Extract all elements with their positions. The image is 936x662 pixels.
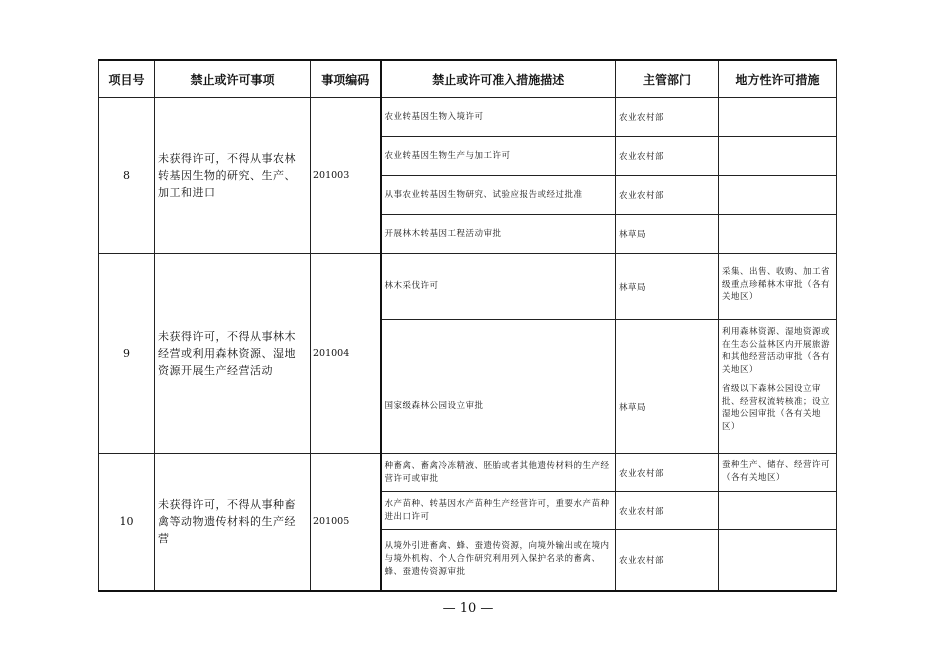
measure-local: 采集、出售、收购、加工省级重点珍稀林木审批（各有关地区）	[719, 254, 837, 320]
measure-description: 国家级森林公园设立审批	[381, 320, 616, 454]
header-code: 事项编码	[311, 60, 381, 98]
measure-description: 从事农业转基因生物研究、试验应报告或经过批准	[381, 176, 616, 215]
table-row	[99, 98, 837, 137]
measure-department: 农业农村部	[616, 454, 719, 492]
measure-description: 水产苗种、转基因水产苗种生产经营许可，重要水产苗种进出口许可	[381, 492, 616, 530]
item-name: 未获得许可，不得从事林木经营或利用森林资源、湿地资源开展生产经营活动	[155, 254, 311, 454]
measure-local: 蚕种生产、储存、经营许可（各有关地区）	[719, 454, 837, 492]
measure-description: 农业转基因生物生产与加工许可	[381, 137, 616, 176]
item-code: 201004	[311, 254, 381, 454]
measure-local	[719, 137, 837, 176]
item-number: 9	[99, 254, 155, 454]
item-name: 未获得许可，不得从事种畜禽等动物遗传材料的生产经营	[155, 454, 311, 591]
measure-department: 农业农村部	[616, 176, 719, 215]
measure-department: 农业农村部	[616, 98, 719, 137]
measure-description: 种畜禽、畜禽冷冻精液、胚胎或者其他遗传材料的生产经营许可或审批	[381, 454, 616, 492]
permit-table	[98, 59, 837, 592]
header-item: 禁止或许可事项	[155, 60, 311, 98]
measure-department: 林草局	[616, 320, 719, 454]
measure-department: 林草局	[616, 254, 719, 320]
measure-local	[719, 530, 837, 591]
header-local-measures: 地方性许可措施	[719, 60, 837, 98]
item-code: 201005	[311, 454, 381, 591]
measure-department: 农业农村部	[616, 530, 719, 591]
header-number: 项目号	[99, 60, 155, 98]
measure-description: 农业转基因生物入境许可	[381, 98, 616, 137]
measure-department: 农业农村部	[616, 137, 719, 176]
measure-description: 开展林木转基因工程活动审批	[381, 215, 616, 254]
measure-local: 利用森林资源、湿地资源或在生态公益林区内开展旅游和其他经营活动审批（各有关地区）	[722, 327, 831, 375]
table-row	[99, 454, 837, 492]
measure-local	[719, 492, 837, 530]
table-row	[99, 254, 837, 320]
measure-department: 农业农村部	[616, 492, 719, 530]
item-number: 8	[99, 98, 155, 254]
measure-description: 林木采伐许可	[381, 254, 616, 320]
measure-department: 林草局	[616, 215, 719, 254]
measure-local	[719, 98, 837, 137]
header-description: 禁止或许可准入措施描述	[381, 60, 616, 98]
measure-local-cell	[719, 320, 837, 454]
measure-local-secondary: 省级以下森林公园设立审批、经营权流转核准；设立湿地公园审批（各有关地区）	[722, 384, 831, 432]
item-code: 201003	[311, 98, 381, 254]
measure-local	[719, 176, 837, 215]
item-number: 10	[99, 454, 155, 591]
measure-description: 从境外引进畜禽、蜂、蚕遗传资源，向境外输出或在境内与境外机构、个人合作研究利用列入保护名录的畜禽、蜂、蚕遗传资源审批	[381, 530, 616, 591]
page-number: — 10 —	[442, 601, 494, 616]
measure-local	[719, 215, 837, 254]
header-department: 主管部门	[616, 60, 719, 98]
item-name: 未获得许可，不得从事农林转基因生物的研究、生产、加工和进口	[155, 98, 311, 254]
table-header-row	[99, 60, 837, 98]
